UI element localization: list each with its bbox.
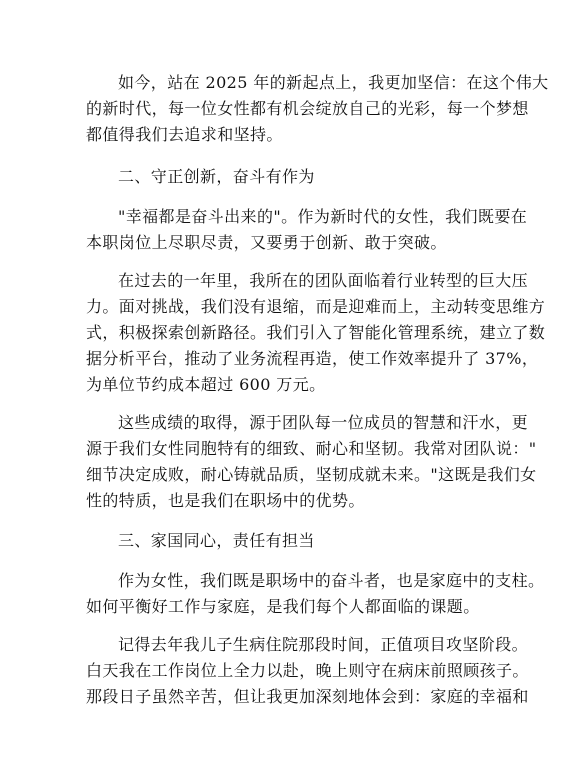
text-line: 本职岗位上尽职尽责，又要勇于创新、敢于突破。 [86,233,447,252]
paragraph-happiness-from-striving [86,204,528,256]
text-line: 这些成绩的取得，源于团队每一位成员的智慧和汗水，更 [118,413,529,432]
text-line: 式，积极探索创新路径。我们引入了智能化管理系统，建立了数 [86,323,546,342]
section-heading-family-country: 三、家国同心，责任有担当 [118,531,315,550]
text-line: 细节决定成败，耐心铸就品质，坚韧成就未来。"这既是我们女 [86,465,537,484]
text-line: "幸福都是奋斗出来的"。作为新时代的女性，我们既要在 [118,207,528,226]
text-line: 性的特质，也是我们在职场中的优势。 [86,491,365,510]
text-line: 据分析平台，推动了业务流程再造，使工作效率提升了 37%， [86,349,539,368]
text-line: 为单位节约成本超过 600 万元。 [86,375,326,394]
text-line: 作为女性，我们既是职场中的奋斗者，也是家庭中的支柱。 [118,571,545,590]
text-line: 的新时代，每一位女性都有机会绽放自己的光彩，每一个梦想 [86,99,529,118]
text-line: 那段日子虽然辛苦，但让我更加深刻地体会到：家庭的幸福和 [86,687,529,706]
text-line: 白天我在工作岗位上全力以赴，晚上则守在病床前照顾孩子。 [86,661,529,680]
text-line: 记得去年我儿子生病住院那段时间，正值项目攻坚阶段。 [118,635,529,654]
text-line: 在过去的一年里，我所在的团队面临着行业转型的巨大压 [118,271,529,290]
text-line: 如何平衡好工作与家庭，是我们每个人都面临的课题。 [86,597,480,616]
paragraph-work-family-balance [86,568,545,620]
text-line: 如今，站在 2025 年的新起点上，我更加坚信：在这个伟大 [118,73,549,92]
text-line: 力。面对挑战，我们没有退缩，而是迎难而上，主动转变思维方 [86,297,546,316]
paragraph-new-starting-point [86,70,549,148]
text-line: 都值得我们去追求和坚持。 [86,125,283,144]
paragraph-son-hospital-memory [86,632,529,710]
section-heading-innovation: 二、守正创新，奋斗有作为 [118,167,315,186]
paragraph-team-transformation [86,268,546,398]
paragraph-achievements-source [86,410,537,514]
document-body [86,70,549,710]
text-line: 源于我们女性同胞特有的细致、耐心和坚韧。我常对团队说：" [86,439,537,458]
